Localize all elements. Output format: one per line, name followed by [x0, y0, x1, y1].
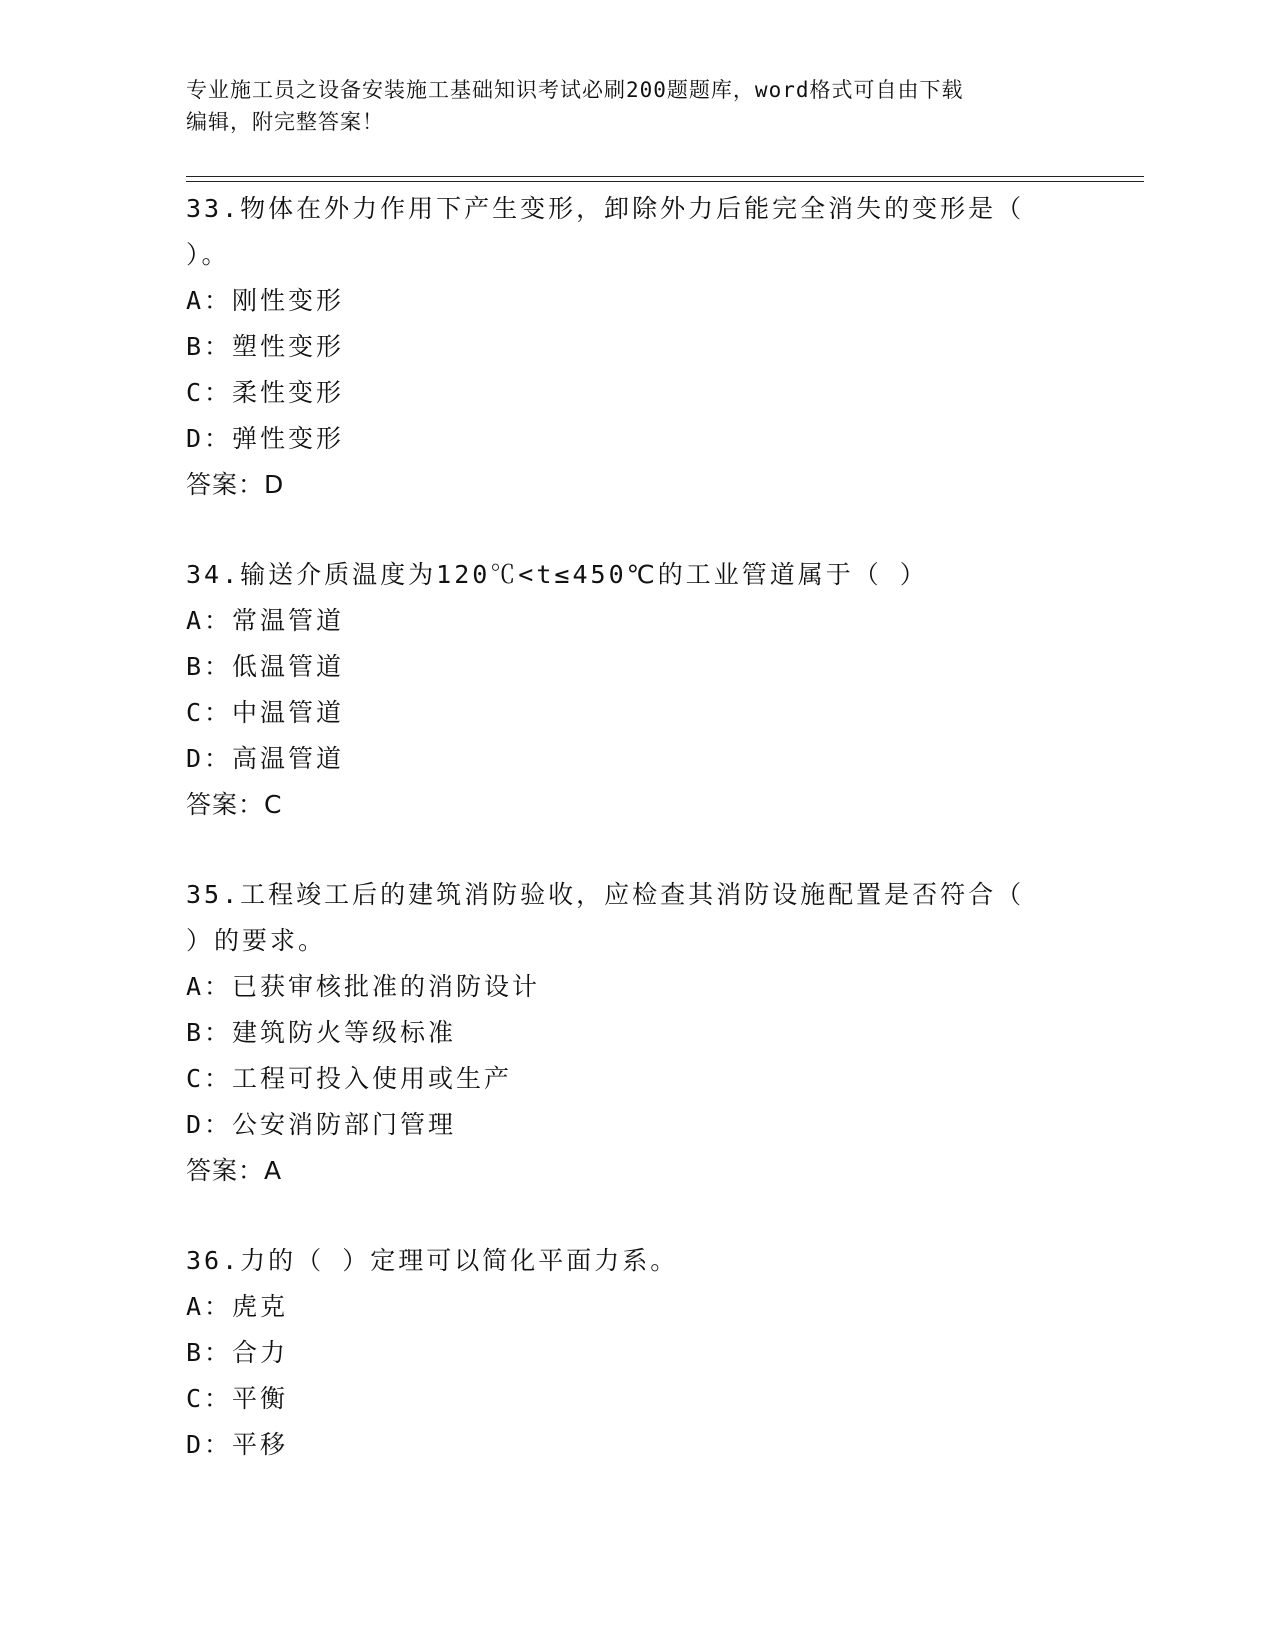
option-d: D：高温管道 [186, 744, 345, 773]
option-b: B：低温管道 [186, 652, 345, 681]
option-c: C：中温管道 [186, 698, 345, 727]
question-33 [186, 186, 1086, 508]
option-b: B：建筑防火等级标准 [186, 1018, 457, 1047]
option-c: C：平衡 [186, 1384, 289, 1413]
question-35 [186, 872, 1086, 1194]
option-c: C：工程可投入使用或生产 [186, 1064, 513, 1093]
answer: 答案：C [186, 790, 283, 819]
option-a: A：常温管道 [186, 606, 345, 635]
option-b: B：合力 [186, 1338, 289, 1367]
header-line-2: 编辑，附完整答案！ [186, 110, 384, 134]
question-stem: 35.工程竣工后的建筑消防验收，应检查其消防设施配置是否符合（ [186, 880, 1025, 909]
question-stem: 34.输送介质温度为120℃<t≤450℃的工业管道属于（ ） [186, 560, 928, 589]
document-header [186, 74, 1086, 138]
header-divider-top [186, 176, 1144, 177]
answer: 答案：A [186, 1156, 283, 1185]
header-line-1: 专业施工员之设备安装施工基础知识考试必刷200题题库，word格式可自由下载 [186, 78, 964, 102]
question-34 [186, 552, 1086, 828]
option-d: D：公安消防部门管理 [186, 1110, 457, 1139]
question-stem: 36.力的（ ）定理可以简化平面力系。 [186, 1246, 679, 1275]
option-a: A：虎克 [186, 1292, 289, 1321]
answer: 答案：D [186, 470, 285, 499]
question-stem: ）的要求。 [186, 926, 327, 955]
question-36 [186, 1238, 1086, 1468]
question-list [186, 186, 1086, 1468]
option-d: D：弹性变形 [186, 424, 345, 453]
header-divider-bottom [186, 181, 1144, 182]
question-stem: 33.物体在外力作用下产生变形，卸除外力后能完全消失的变形是（ [186, 194, 1025, 223]
option-a: A：刚性变形 [186, 286, 345, 315]
question-stem: ）。 [186, 240, 230, 269]
option-d: D：平移 [186, 1430, 289, 1459]
option-c: C：柔性变形 [186, 378, 345, 407]
option-b: B：塑性变形 [186, 332, 345, 361]
option-a: A：已获审核批准的消防设计 [186, 972, 541, 1001]
